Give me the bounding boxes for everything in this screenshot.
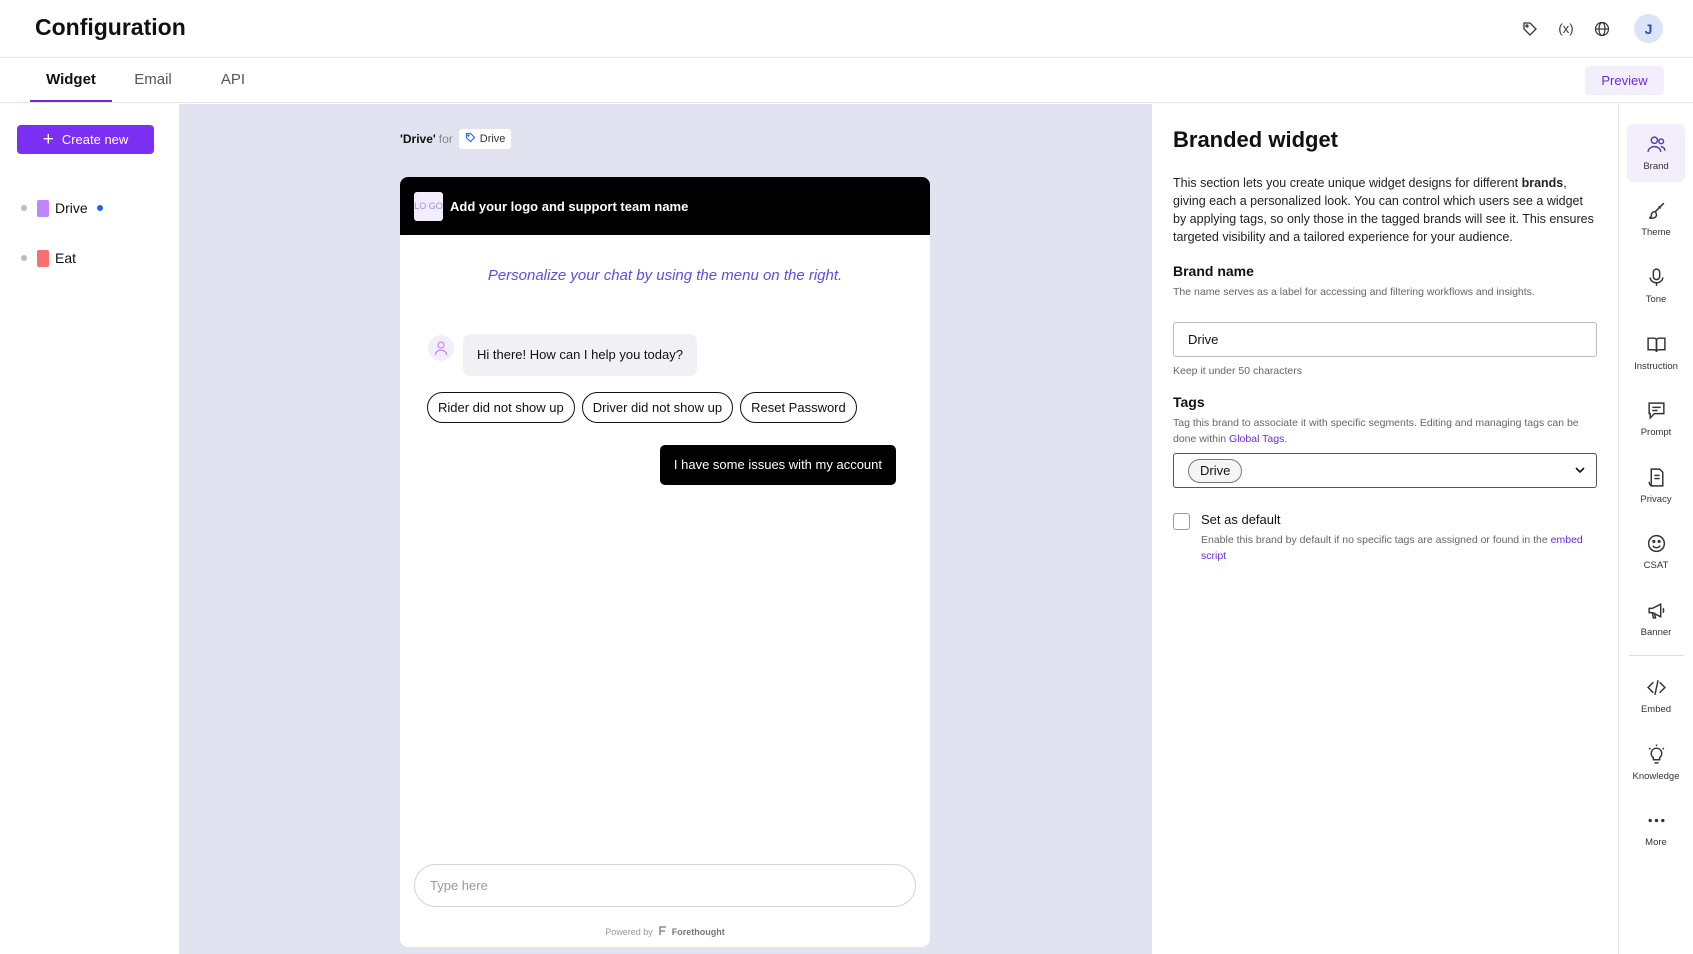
set-default-help [1201,532,1601,564]
code-icon [1646,677,1667,698]
tag-label: Drive [479,133,506,145]
rail-label: Theme [1641,227,1671,238]
rail-item-more[interactable] [1627,800,1685,858]
forethought-logo-icon [658,925,667,938]
embed-script-link[interactable]: embed script [1201,534,1583,562]
rail-item-knowledge[interactable] [1627,734,1685,792]
more-icon [1646,810,1667,831]
tags-help-end: . [1284,433,1288,445]
tab-widget[interactable]: Widget [30,58,112,102]
selected-tag-chip[interactable]: Drive [1188,459,1242,483]
user-message: I have some issues with my account [660,445,896,485]
bot-message: Hi there! How can I help you today? [463,334,697,376]
description-bold: brands [1521,176,1564,190]
active-indicator-icon [97,205,103,211]
quick-reply-button[interactable]: Driver did not show up [582,392,733,423]
tab-bar [0,58,1693,103]
tag-chip [459,129,512,149]
preview-button[interactable]: Preview [1585,66,1664,95]
brand-name: Eat [55,250,77,266]
tags-help-text: Tag this brand to associate it with specific segments. Editing and managing tags can be done within [1173,417,1579,445]
message-icon [1646,400,1667,421]
create-new-label: Create new [61,132,129,147]
brush-icon [1646,200,1667,221]
header-actions [1520,14,1663,43]
tags-help [1173,415,1601,447]
book-icon [1646,334,1667,355]
tags-label: Tags [1173,394,1205,410]
widget-header [400,177,930,235]
plus-icon: + [42,129,54,150]
chevron-down-icon [1574,464,1586,476]
rail-item-embed[interactable] [1627,667,1685,725]
preview-brand-label [400,129,511,149]
users-icon [1646,134,1667,155]
default-help-text: Enable this brand by default if no specific tags are assigned or found in the [1201,534,1551,546]
quick-replies [427,392,857,423]
rail-item-brand[interactable] [1627,124,1685,182]
rail-label: Privacy [1640,494,1672,505]
tag-icon [465,132,476,146]
powered-brand: Forethought [671,926,725,937]
support-team-name: Add your logo and support team name [450,198,689,214]
drag-handle-icon[interactable] [21,255,27,261]
personalize-hint: Personalize your chat by using the menu on the right. [487,267,843,284]
description-text: , giving each a personalized look. You can control which users see a widget by applying tags, so only those in the tagged brands will see it. This ensures targeted visibility and a tailored experience for your audience. [1173,176,1594,244]
rail-item-banner[interactable] [1627,590,1685,648]
widget-preview-canvas [179,104,1151,954]
tag-icon[interactable] [1520,19,1540,39]
document-icon [1646,467,1667,488]
brand-name-help: The name serves as a label for accessing and filtering workflows and insights. [1173,286,1535,298]
rail-label: Knowledge [1632,771,1680,782]
brand-name-input[interactable]: Drive [1173,322,1597,357]
rail-divider [1629,655,1684,656]
rail-label: Embed [1640,704,1672,715]
megaphone-icon [1646,600,1667,621]
bot-avatar-icon [428,335,454,361]
tab-api[interactable]: API [220,71,246,88]
brand-title: 'Drive' [400,132,436,146]
rail-label: CSAT [1643,560,1669,571]
quick-reply-button[interactable]: Reset Password [740,392,857,423]
brand-color-swatch [37,200,49,217]
chat-widget [400,177,930,947]
global-tags-link[interactable]: Global Tags [1229,433,1285,445]
rail-label: Prompt [1640,427,1672,438]
tab-email[interactable]: Email [134,71,172,88]
tags-select[interactable] [1173,453,1597,488]
brand-item-eat[interactable] [21,248,76,268]
brand-color-swatch [37,250,49,267]
page-title: Configuration [35,14,186,40]
rail-item-tone[interactable] [1627,257,1685,315]
panel-title: Branded widget [1173,127,1339,152]
rail-label: Instruction [1634,361,1678,372]
brand-sidebar [0,104,179,954]
set-default-checkbox[interactable] [1173,513,1190,530]
avatar[interactable]: J [1634,14,1663,43]
bulb-icon [1646,744,1667,765]
smile-icon [1646,533,1667,554]
powered-by [400,925,930,938]
for-text: for [438,132,453,146]
drag-handle-icon[interactable] [21,205,27,211]
rail-label: Brand [1643,161,1669,172]
chat-input[interactable]: Type here [414,864,916,907]
rail-label: Tone [1645,294,1667,305]
set-default-label: Set as default [1201,512,1281,527]
top-header [0,0,1693,58]
logo-placeholder: LO GO [414,192,443,221]
rail-item-privacy[interactable] [1627,457,1685,515]
brand-item-drive[interactable] [21,198,103,218]
quick-reply-button[interactable]: Rider did not show up [427,392,575,423]
rail-label: Banner [1640,627,1672,638]
rail-label: More [1645,837,1667,848]
panel-description [1173,174,1599,246]
create-new-button[interactable] [17,125,154,154]
rail-item-theme[interactable] [1627,190,1685,248]
brand-settings-panel [1151,104,1618,954]
globe-icon[interactable] [1592,19,1612,39]
brand-name-label: Brand name [1173,263,1254,279]
powered-by-text: Powered by [605,926,653,937]
rail-item-csat[interactable] [1627,523,1685,581]
microphone-icon [1646,267,1667,288]
rail-item-prompt[interactable] [1627,390,1685,448]
brand-name: Drive [55,200,88,216]
brand-name-hint: Keep it under 50 characters [1173,365,1302,377]
variable-icon[interactable]: (x) [1558,21,1574,36]
rail-item-instruction[interactable] [1627,324,1685,382]
settings-rail [1618,104,1693,954]
description-text: This section lets you create unique widget designs for different [1173,176,1522,190]
